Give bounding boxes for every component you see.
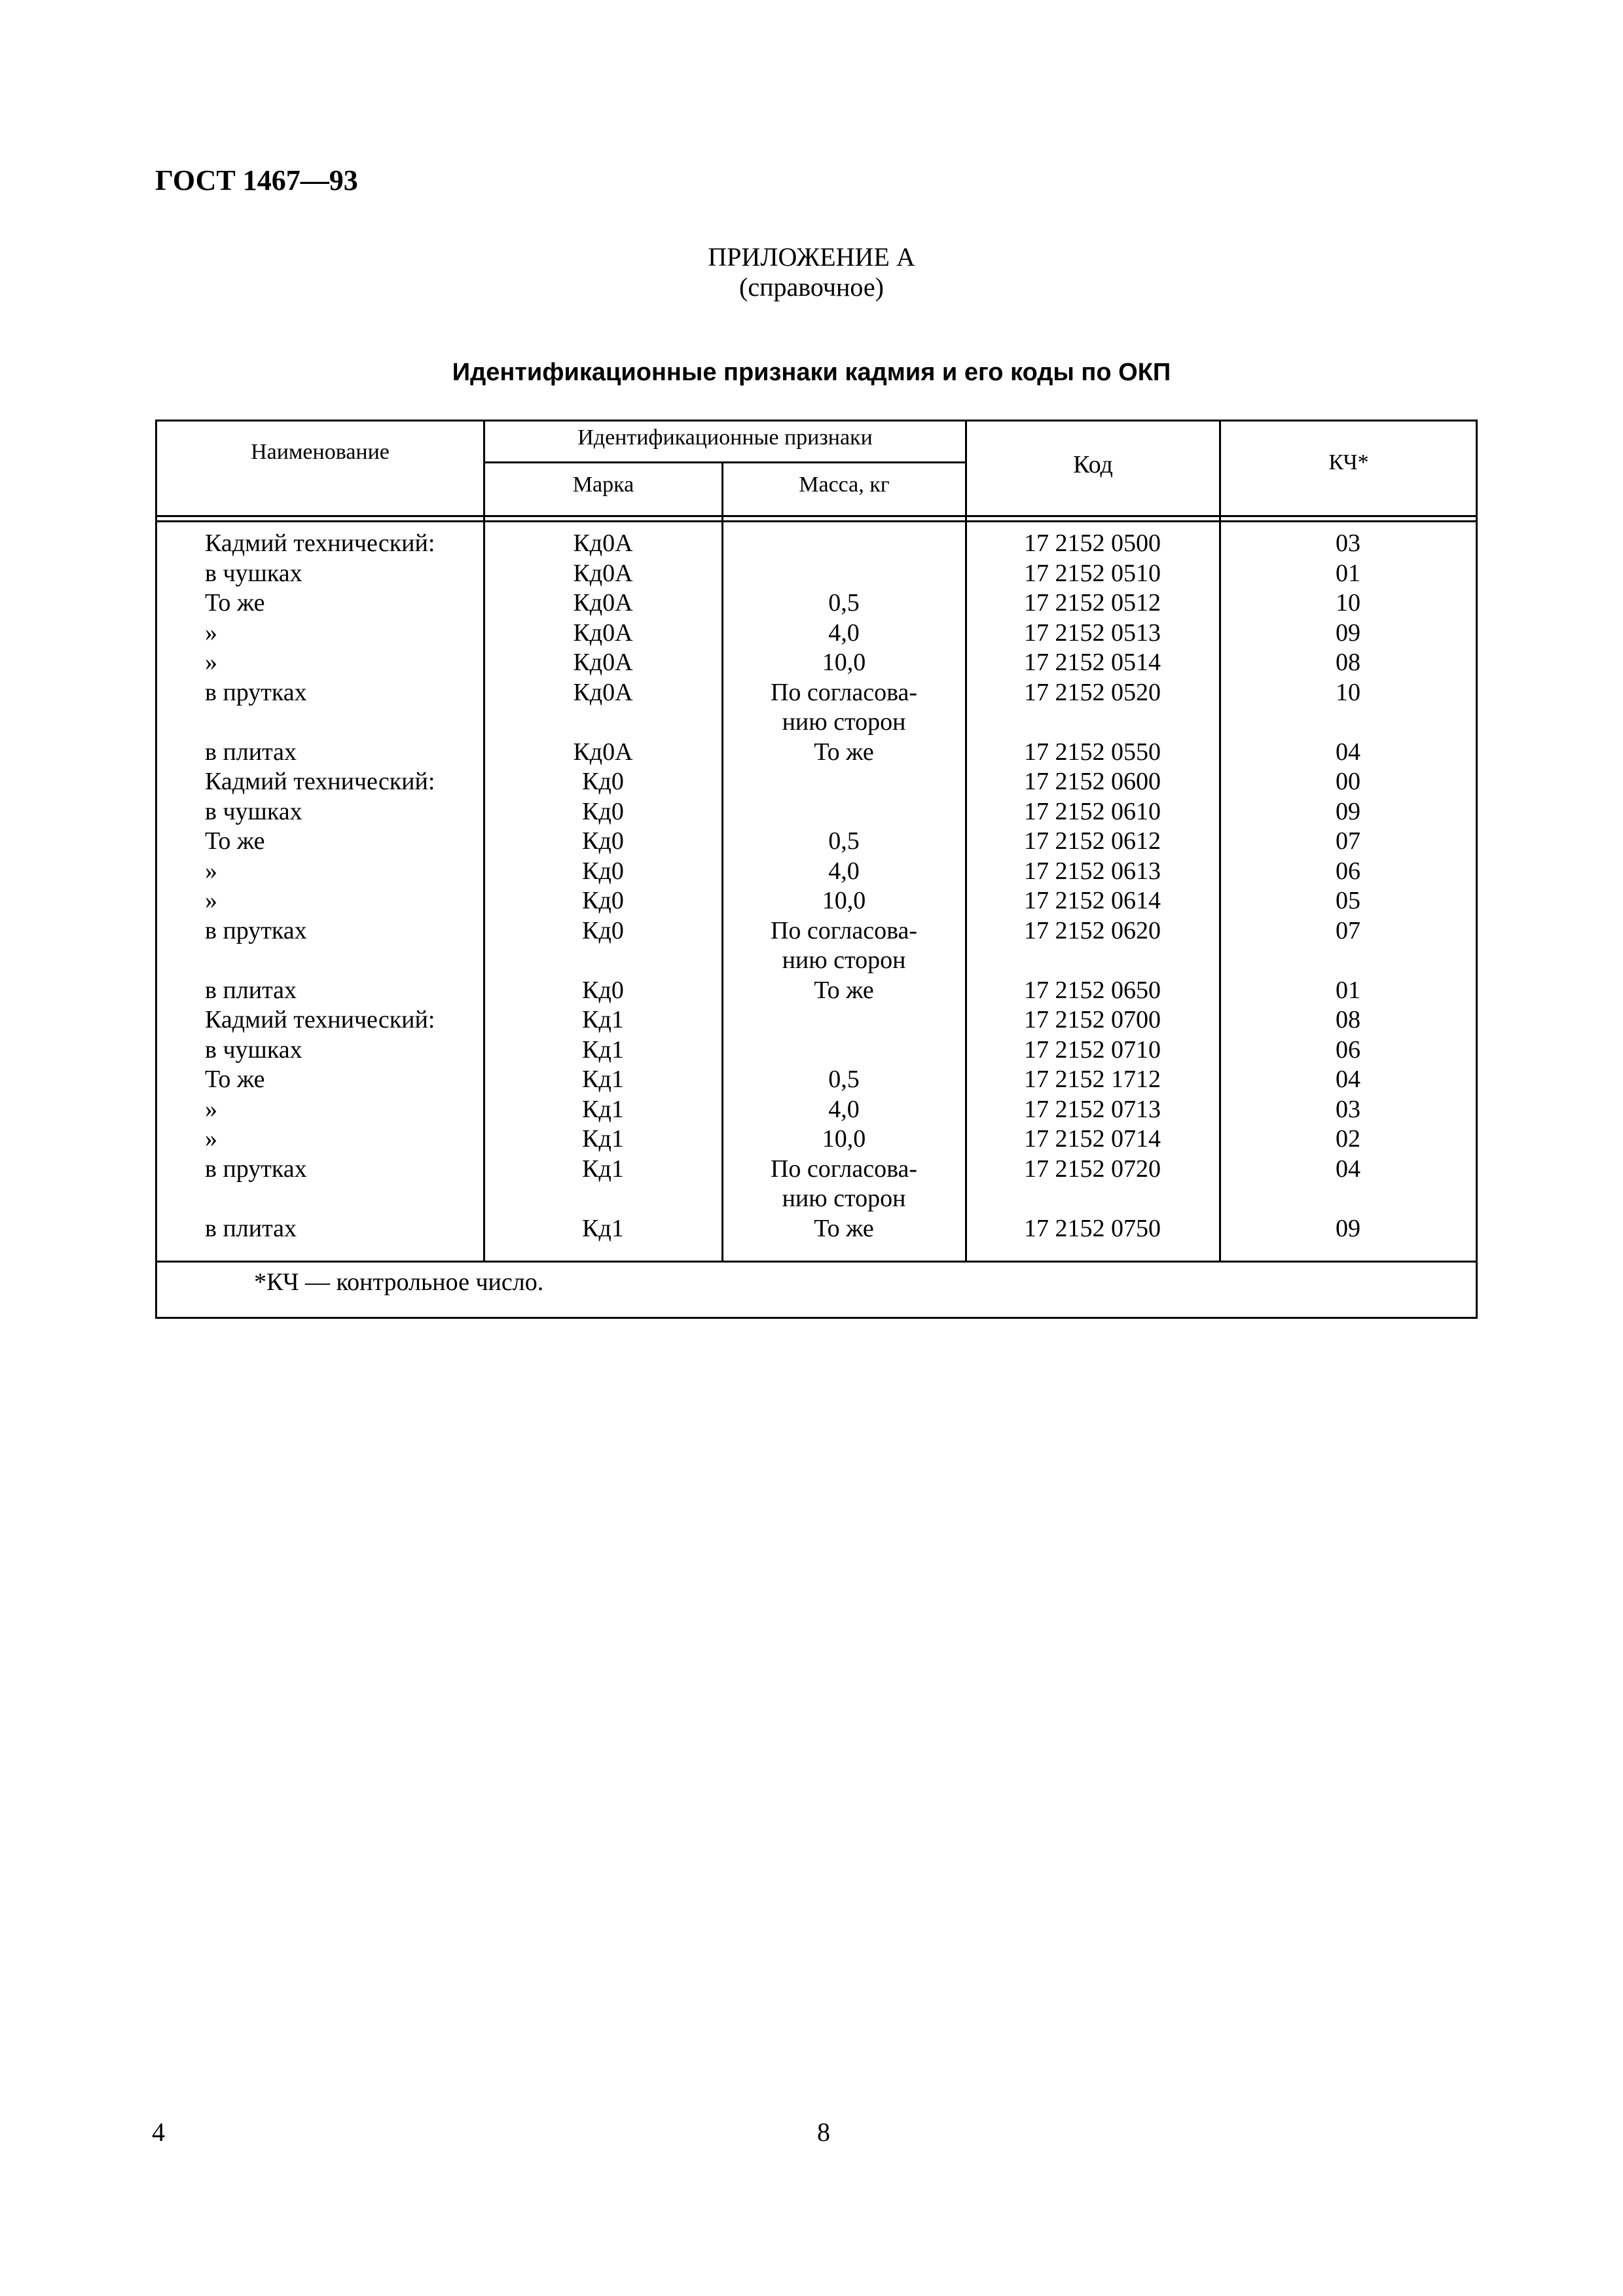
row-mass: 0,5 — [828, 1066, 860, 1093]
row-name: То же — [205, 1066, 265, 1093]
row-kch: 04 — [1336, 1066, 1360, 1093]
row-name: в прутках — [205, 916, 307, 944]
row-kch: 09 — [1336, 619, 1360, 647]
row-mark: Кд1 — [582, 1214, 624, 1242]
row-code: 17 2152 0600 — [1024, 768, 1161, 795]
row-code: 17 2152 0750 — [1024, 1214, 1161, 1242]
row-code: 17 2152 0720 — [1024, 1155, 1161, 1183]
row-name: в плитах — [205, 1214, 297, 1242]
row-kch: 00 — [1336, 768, 1360, 795]
row-code: 17 2152 0714 — [1024, 1125, 1161, 1153]
row-kch: 09 — [1336, 797, 1360, 825]
header-bottom-line-2 — [155, 520, 1478, 522]
header-mass: Масса, кг — [799, 473, 890, 497]
row-name: в плитах — [205, 976, 297, 1004]
row-mass: 10,0 — [822, 649, 866, 676]
row-code: 17 2152 0700 — [1024, 1006, 1161, 1033]
row-mark: Кд0А — [573, 529, 633, 557]
row-code: 17 2152 0510 — [1024, 559, 1161, 587]
row-mark: Кд1 — [582, 1095, 624, 1123]
row-mass: По согласова- — [770, 916, 918, 944]
row-kch: 07 — [1336, 916, 1360, 944]
row-name: » — [205, 1095, 217, 1123]
row-mass: То же — [814, 1214, 874, 1242]
row-name: в чушках — [205, 797, 302, 825]
row-code: 17 2152 0620 — [1024, 916, 1161, 944]
row-name: » — [205, 887, 217, 914]
row-mark: Кд0 — [582, 916, 624, 944]
appendix-title: ПРИЛОЖЕНИЕ А — [708, 242, 915, 272]
row-name: То же — [205, 589, 265, 617]
header-name: Наименование — [251, 440, 390, 464]
row-mark: Кд0А — [573, 678, 633, 706]
row-code: 17 2152 0713 — [1024, 1095, 1161, 1123]
row-code: 17 2152 0610 — [1024, 797, 1161, 825]
row-kch: 05 — [1336, 887, 1360, 914]
row-mark: Кд1 — [582, 1066, 624, 1093]
row-code: 17 2152 0710 — [1024, 1035, 1161, 1064]
row-mass: 4,0 — [828, 1095, 860, 1123]
row-mark: Кд1 — [582, 1155, 624, 1183]
row-name: Кадмий технический: — [205, 1006, 435, 1033]
appendix-heading — [0, 242, 1623, 302]
row-name: Кадмий технический: — [205, 768, 435, 795]
row-code: 17 2152 0514 — [1024, 649, 1161, 676]
row-mark: Кд1 — [582, 1006, 624, 1033]
row-mark: Кд0 — [582, 797, 624, 825]
row-kch: 06 — [1336, 1035, 1360, 1064]
row-name: То же — [205, 827, 265, 855]
row-name: » — [205, 619, 217, 647]
row-name: Кадмий технический: — [205, 529, 435, 557]
row-kch: 01 — [1336, 559, 1360, 587]
row-kch: 10 — [1336, 678, 1360, 706]
row-code: 17 2152 1712 — [1024, 1066, 1161, 1093]
row-mass: 0,5 — [828, 827, 860, 855]
row-code: 17 2152 0650 — [1024, 976, 1161, 1004]
row-mass: По согласова- — [770, 1155, 918, 1183]
row-kch: 01 — [1336, 976, 1360, 1004]
row-mark: Кд0А — [573, 619, 633, 647]
row-kch: 04 — [1336, 738, 1360, 766]
row-mass: По согласова- — [770, 678, 918, 706]
row-code: 17 2152 0520 — [1024, 678, 1161, 706]
row-mark: Кд0 — [582, 827, 624, 855]
row-code: 17 2152 0613 — [1024, 857, 1161, 885]
row-kch: 03 — [1336, 1095, 1360, 1123]
row-kch: 03 — [1336, 529, 1360, 557]
row-mass-continued: нию сторон — [782, 708, 906, 736]
row-mark: Кд0А — [573, 559, 633, 587]
row-mark: Кд1 — [582, 1125, 624, 1153]
header-group: Идентификационные признаки — [577, 425, 873, 450]
appendix-subtitle: (справочное) — [739, 272, 884, 302]
header-code: Код — [1073, 451, 1113, 478]
row-kch: 08 — [1336, 649, 1360, 676]
row-name: в чушках — [205, 1035, 302, 1064]
row-mark: Кд0 — [582, 768, 624, 795]
page-number-left: 4 — [152, 2117, 165, 2147]
row-name: » — [205, 857, 217, 885]
row-code: 17 2152 0512 — [1024, 589, 1161, 617]
footnote-separator — [155, 1261, 1478, 1263]
header-mark: Марка — [572, 473, 634, 497]
row-name: в плитах — [205, 738, 297, 766]
row-kch: 10 — [1336, 589, 1360, 617]
row-mass: 4,0 — [828, 619, 860, 647]
row-mass: То же — [814, 976, 874, 1004]
row-name: » — [205, 1125, 217, 1153]
row-mark: Кд0 — [582, 887, 624, 914]
row-mass-continued: нию сторон — [782, 1185, 906, 1212]
row-mark: Кд0А — [573, 738, 633, 766]
row-mark: Кд1 — [582, 1035, 624, 1064]
page-number-center: 8 — [817, 2117, 830, 2147]
row-mark: Кд0 — [582, 857, 624, 885]
row-code: 17 2152 0612 — [1024, 827, 1161, 855]
row-kch: 06 — [1336, 857, 1360, 885]
row-kch: 02 — [1336, 1125, 1360, 1153]
row-name: » — [205, 649, 217, 676]
row-kch: 08 — [1336, 1006, 1360, 1033]
row-code: 17 2152 0614 — [1024, 887, 1161, 914]
row-kch: 04 — [1336, 1155, 1360, 1183]
row-mark: Кд0 — [582, 976, 624, 1004]
row-name: в прутках — [205, 1155, 307, 1183]
row-name: в чушках — [205, 559, 302, 587]
row-mass-continued: нию сторон — [782, 946, 906, 974]
row-code: 17 2152 0500 — [1024, 529, 1161, 557]
footnote: *КЧ — контрольное число. — [254, 1268, 544, 1296]
row-kch: 09 — [1336, 1214, 1360, 1242]
header-kch: КЧ* — [1328, 450, 1369, 475]
header-bottom-line-1 — [155, 515, 1478, 517]
row-mass: 10,0 — [822, 1125, 866, 1153]
row-kch: 07 — [1336, 827, 1360, 855]
row-mass: 10,0 — [822, 887, 866, 914]
table-title: Идентификационные признаки кадмия и его коды по ОКП — [452, 359, 1171, 386]
row-mass: 0,5 — [828, 589, 860, 617]
row-mass: 4,0 — [828, 857, 860, 885]
header-group-line — [483, 461, 967, 463]
row-mark: Кд0А — [573, 649, 633, 676]
row-code: 17 2152 0550 — [1024, 738, 1161, 766]
row-mark: Кд0А — [573, 589, 633, 617]
row-code: 17 2152 0513 — [1024, 619, 1161, 647]
row-name: в прутках — [205, 678, 307, 706]
standard-designation: ГОСТ 1467—93 — [155, 164, 358, 196]
row-mass: То же — [814, 738, 874, 766]
